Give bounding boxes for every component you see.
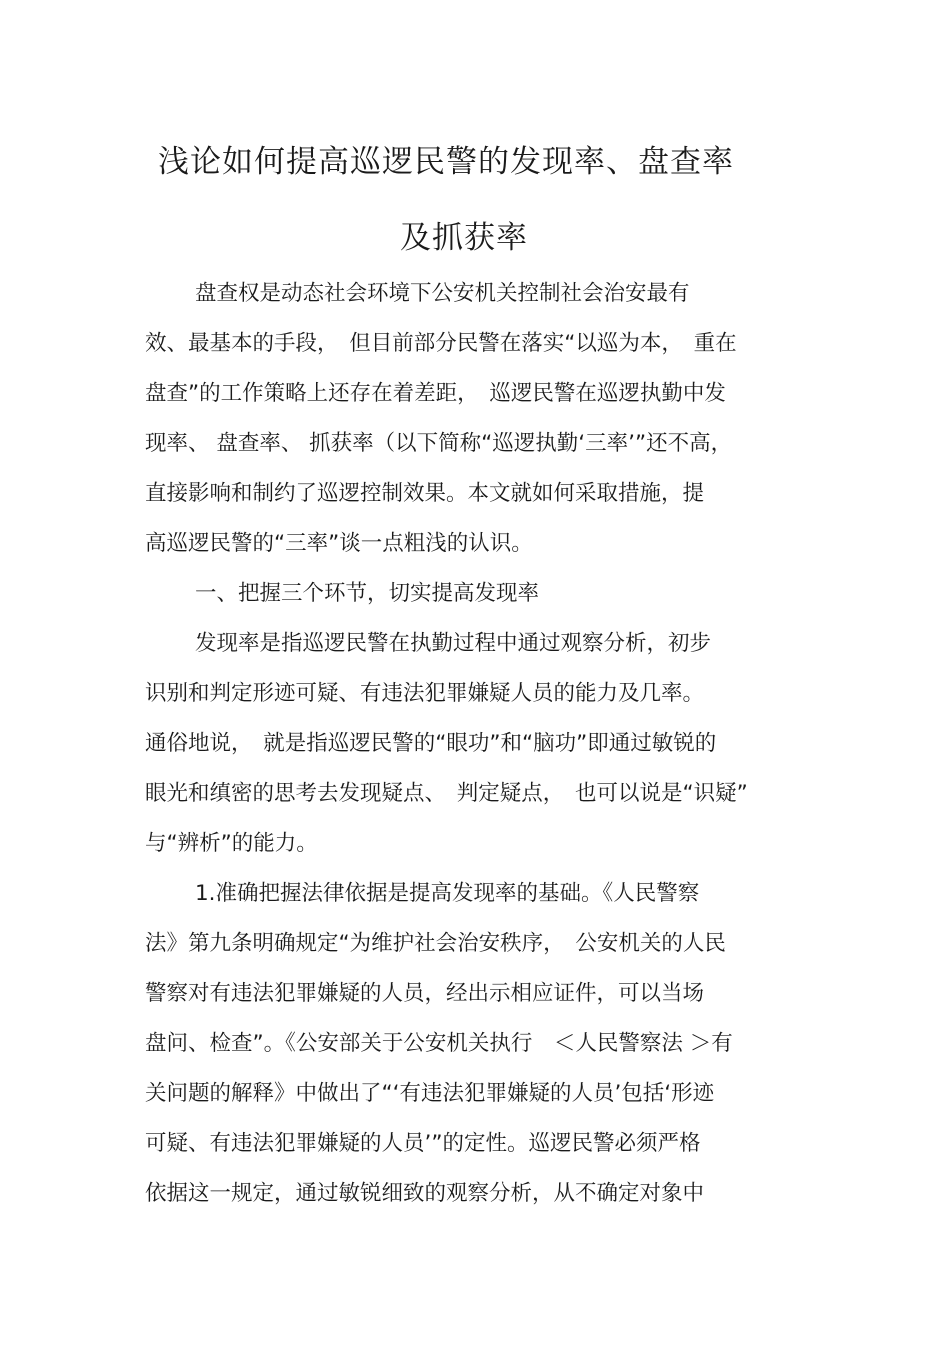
paragraph-line: 盘问、检查”。《公安部关于公安机关执行 ＜人民警察法 ＞有 [145, 1031, 733, 1056]
paragraph-line: 法》第九条明确规定“为维护社会治安秩序， 公安机关的人民 [145, 931, 726, 956]
paragraph-line: 依据这一规定，通过敏锐细致的观察分析，从不确定对象中 [145, 1181, 705, 1206]
paragraph-line: 效、最基本的手段， 但目前部分民警在落实“以巡为本， 重在 [145, 331, 737, 356]
paragraph-line: 盘查权是动态社会环境下公安机关控制社会治安最有 [195, 281, 690, 306]
paragraph-line: 1.准确把握法律依据是提高发现率的基础。《人民警察 [195, 881, 700, 906]
document-title-line-1: 浅论如何提高巡逻民警的发现率、盘查率 [158, 144, 734, 180]
paragraph-line: 通俗地说， 就是指巡逻民警的“眼功”和“脑功”即通过敏锐的 [145, 731, 717, 756]
section-heading: 一、把握三个环节，切实提高发现率 [195, 581, 540, 606]
paragraph-line: 警察对有违法犯罪嫌疑的人员，经出示相应证件，可以当场 [145, 981, 705, 1006]
paragraph-line: 盘查”的工作策略上还存在着差距， 巡逻民警在巡逻执勤中发 [145, 381, 726, 406]
document-title-line-2: 及抓获率 [400, 220, 528, 256]
paragraph-line: 识别和判定形迹可疑、有违法犯罪嫌疑人员的能力及几率。 [145, 681, 705, 706]
paragraph-line: 可疑、有违法犯罪嫌疑的人员’”的定性。巡逻民警必须严格 [145, 1131, 701, 1156]
paragraph-line: 直接影响和制约了巡逻控制效果。本文就如何采取措施，提 [145, 481, 705, 506]
paragraph-line: 高巡逻民警的“三率”谈一点粗浅的认识。 [145, 531, 533, 556]
paragraph-line: 眼光和缜密的思考去发现疑点、 判定疑点， 也可以说是“识疑” [145, 781, 748, 806]
paragraph-line: 与“辨析”的能力。 [145, 831, 318, 856]
paragraph-line: 发现率是指巡逻民警在执勤过程中通过观察分析，初步 [195, 631, 712, 656]
paragraph-line: 现率、 盘查率、 抓获率（以下简称“巡逻执勤‘三率’”还不高， [145, 431, 733, 456]
paragraph-line: 关问题的解释》中做出了“‘有违法犯罪嫌疑的人员’包括‘形迹 [145, 1081, 715, 1106]
